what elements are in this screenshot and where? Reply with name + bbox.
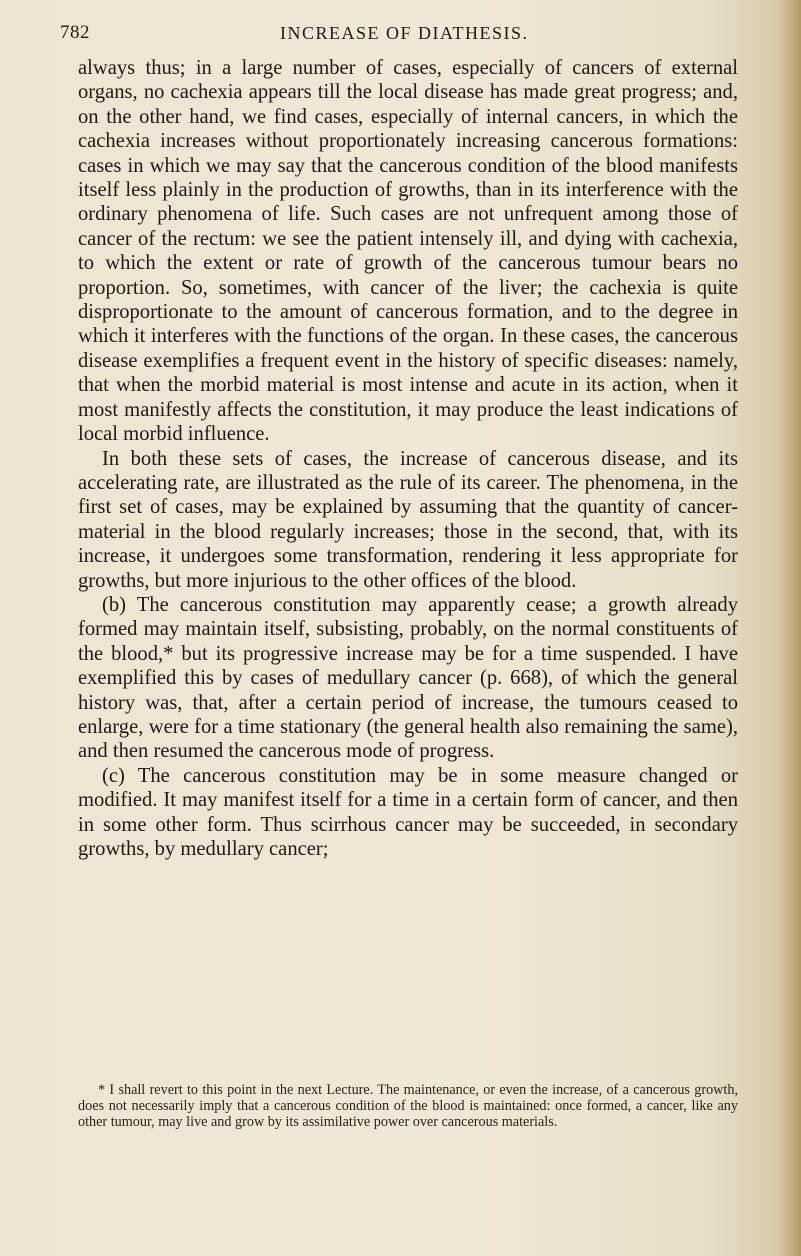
paragraph-4: (c) The cancerous constitution may be in some measure changed or modified. It may manifest itself for a time in a certain form of cancer, and then in some other form. Thus scirrhous cancer may be succeeded, in secondary growths, by medullary cancer; xyxy=(78,764,738,860)
running-title: INCREASE OF DIATHESIS. xyxy=(280,23,529,43)
paragraph-2: In both these sets of cases, the increase of cancerous disease, and its accelerating rate, are illustrated as the rule of its career. The phenomena, in the first set of cases, may be explained by assuming that the quantity of cancer-material in the blood regularly increases; those in the second, that, with its increase, it undergoes some transformation, rendering it less appropriate for growths, but more injurious to the other offices of the blood. xyxy=(78,447,738,592)
page-number: 782 xyxy=(60,22,90,43)
footnote xyxy=(78,1082,738,1131)
body-text xyxy=(78,56,738,861)
page-edge-shadow xyxy=(779,0,801,1256)
paragraph-1: always thus; in a large number of cases, especially of cancers of external organs, no cachexia appears till the local disease has made great progress; and, on the other hand, we find cases, especially of internal cancers, in which the cachexia increases without proportionately increasing cancerous formations: cases in which we may say that the cancerous condition of the blood manifests itself less plainly in the production of growths, than in its interference with the ordinary phenomena of life. Such cases are not unfrequent among those of cancer of the rectum: we see the patient intensely ill, and dying with cachexia, to which the extent or rate of growth of the cancerous tumour bears no proportion. So, sometimes, with cancer of the liver; the cachexia is quite disproportionate to the amount of cancerous formation, and to the degree in which it interferes with the functions of the organ. In these cases, the cancerous disease exemplifies a frequent event in the history of specific diseases: namely, that when the morbid material is most intense and acute in its action, when it most manifestly affects the constitution, it may produce the least indications of local morbid influence. xyxy=(78,57,738,446)
page-header xyxy=(60,22,760,52)
paragraph-3: (b) The cancerous constitution may apparently cease; a growth already formed may maintain itself, subsisting, probably, on the normal constituents of the blood,* but its progressive increase may be for a time suspended. I have exemplified this by cases of medullary cancer (p. 668), of which the general history was, that, after a certain period of increase, the tumours ceased to enlarge, were for a time stationary (the general health also remaining the same), and then resumed the cancerous mode of progress. xyxy=(78,593,738,763)
footnote-text: * I shall revert to this point in the next Lecture. The maintenance, or even the increase, of a cancerous growth, does not necessarily imply that a cancerous condition of the blood is maintained: once formed, a cancer, like any other tumour, may live and grow by its assimilative power over cancerous materials. xyxy=(78,1082,738,1131)
